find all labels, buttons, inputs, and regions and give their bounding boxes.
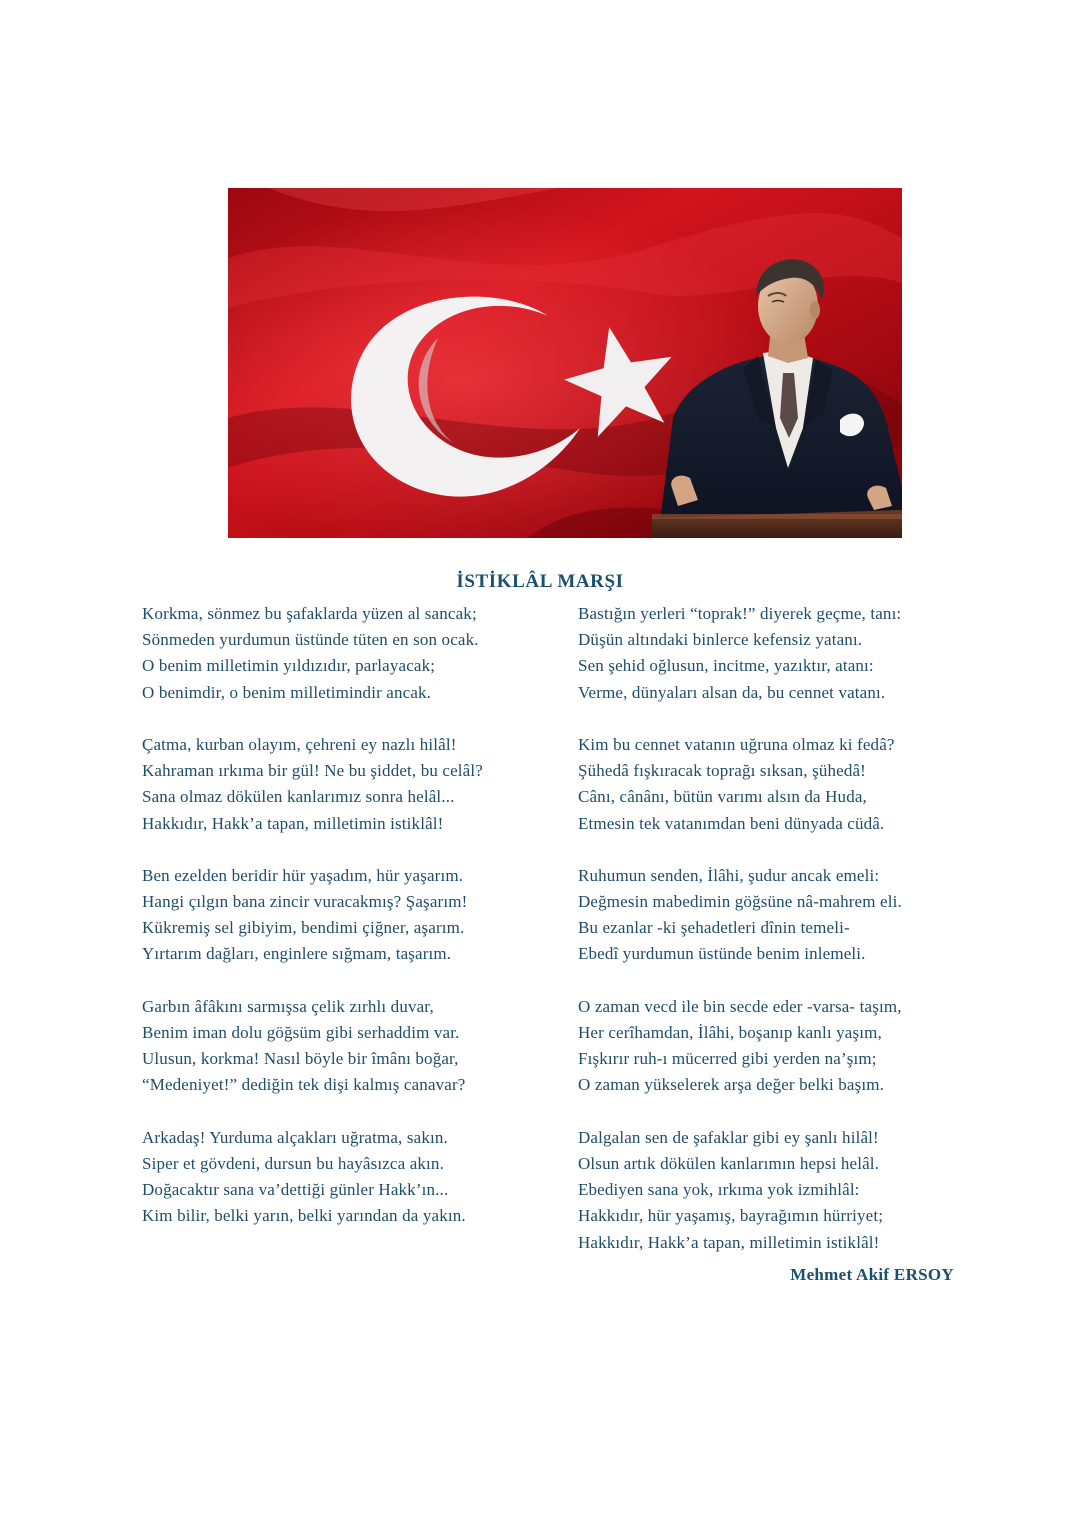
verse-line: Yırtarım dağları, enginlere sığmam, taşarım. [142,944,452,964]
stanza-5 [142,1125,572,1230]
verse-line: Dalgalan sen de şafaklar gibi ey şanlı hilâl! [578,1127,879,1147]
verse-line: Ebediyen sana yok, ırkıma yok izmihlâl: [578,1180,860,1200]
left-verse-column [142,601,572,1256]
verse-line: O zaman yükselerek arşa değer belki başım. [578,1075,885,1095]
verse-line: Ulusun, korkma! Nasıl böyle bir îmânı boğar, [142,1049,459,1069]
verse-line: Şühedâ fışkıracak toprağı sıksan, şühedâ! [578,761,866,781]
verse-line: Kim bilir, belki yarın, belki yarından da yakın. [142,1206,466,1226]
verse-line: Arkadaş! Yurduma alçakları uğratma, sakın. [142,1127,448,1147]
stanza-2 [142,732,572,837]
verse-line: Hakkıdır, Hakk’a tapan, milletimin istiklâl! [142,813,444,833]
verse-line: Benim iman dolu göğsüm gibi serhaddim var. [142,1023,460,1042]
verse-line: Kim bu cennet vatanın uğruna olmaz ki fedâ? [578,734,895,754]
verse-line: “Medeniyet!” dediğin tek dişi kalmış canavar? [142,1075,466,1095]
verse-line: Hangi çılgın bana zincir vuracakmış? Şaşarım! [142,892,468,912]
stanza-10 [578,1125,998,1256]
verse-line: O benim milletimin yıldızıdır, parlayacak; [142,656,436,676]
verse-line: Verme, dünyaları alsan da, bu cennet vatanı. [578,682,886,702]
verse-line: Garbın âfâkını sarmışsa çelik zırhlı duvar, [142,996,434,1016]
verse-line: Kahraman ırkıma bir gül! Ne bu şiddet, bu celâl? [142,761,483,781]
verse-line: Bastığın yerleri “toprak!” diyerek geçme, tanı: [578,604,902,623]
verse-line: Sen şehid oğlusun, incitme, yazıktır, atanı: [578,656,874,676]
verse-line: Ben ezelden beridir hür yaşadım, hür yaşarım. [142,865,464,885]
verse-line: Etmesin tek vatanımdan beni dünyada cüdâ. [578,813,885,833]
stanza-6 [578,601,998,706]
verse-line: Sana olmaz dökülen kanlarımız sonra helâl... [142,787,455,807]
verse-line: O zaman vecd ile bin secde eder -varsa- taşım, [578,996,902,1016]
verse-line: Düşün altındaki binlerce kefensiz yatanı. [578,630,863,650]
verse-line: Her cerîhamdan, İlâhi, boşanıp kanlı yaşım, [578,1023,882,1042]
verse-line: Fışkırır ruh-ı mücerred gibi yerden na’şım; [578,1049,877,1069]
verse-line: Bu ezanlar -ki şehadetleri dînin temeli- [578,918,850,938]
verse-line: Hakkıdır, Hakk’a tapan, milletimin istiklâl! [578,1232,880,1252]
verse-line: Çatma, kurban olayım, çehreni ey nazlı hilâl! [142,734,457,754]
verse-line: Değmesin mabedimin göğsüne nâ-mahrem eli. [578,892,902,912]
verse-line: Olsun artık dökülen kanlarımın hepsi helâl. [578,1153,880,1173]
stanza-8 [578,863,998,968]
verse-line: Sönmeden yurdumun üstünde tüten en son ocak. [142,630,479,650]
banner-image [228,188,902,538]
verse-line: Siper et gövdeni, dursun bu hayâsızca akın. [142,1153,444,1173]
verse-line: Cânı, cânânı, bütün varımı alsın da Huda, [578,787,867,807]
stanza-3 [142,863,572,968]
stanza-7 [578,732,998,837]
verse-line: Hakkıdır, hür yaşamış, bayrağımın hürriyet; [578,1206,884,1226]
author-signature: Mehmet Akif ERSOY [790,1265,954,1284]
right-verse-column [578,601,998,1282]
verse-line: Doğacaktır sana va’dettiği günler Hakk’ın... [142,1180,449,1200]
verse-line: Kükremiş sel gibiyim, bendimi çiğner, aşarım. [142,918,465,938]
stanza-4 [142,994,572,1099]
verse-line: Korkma, sönmez bu şafaklarda yüzen al sancak; [142,604,477,623]
stanza-1 [142,601,572,706]
verse-line: Ruhumun senden, İlâhi, şudur ancak emeli: [578,865,880,885]
flag-portrait-banner [228,188,902,538]
verse-line: Ebedî yurdumun üstünde benim inlemeli. [578,944,866,964]
stanza-9 [578,994,998,1099]
verse-line: O benimdir, o benim milletimindir ancak. [142,682,432,702]
anthem-title: İSTİKLÂL MARŞI [456,571,624,592]
